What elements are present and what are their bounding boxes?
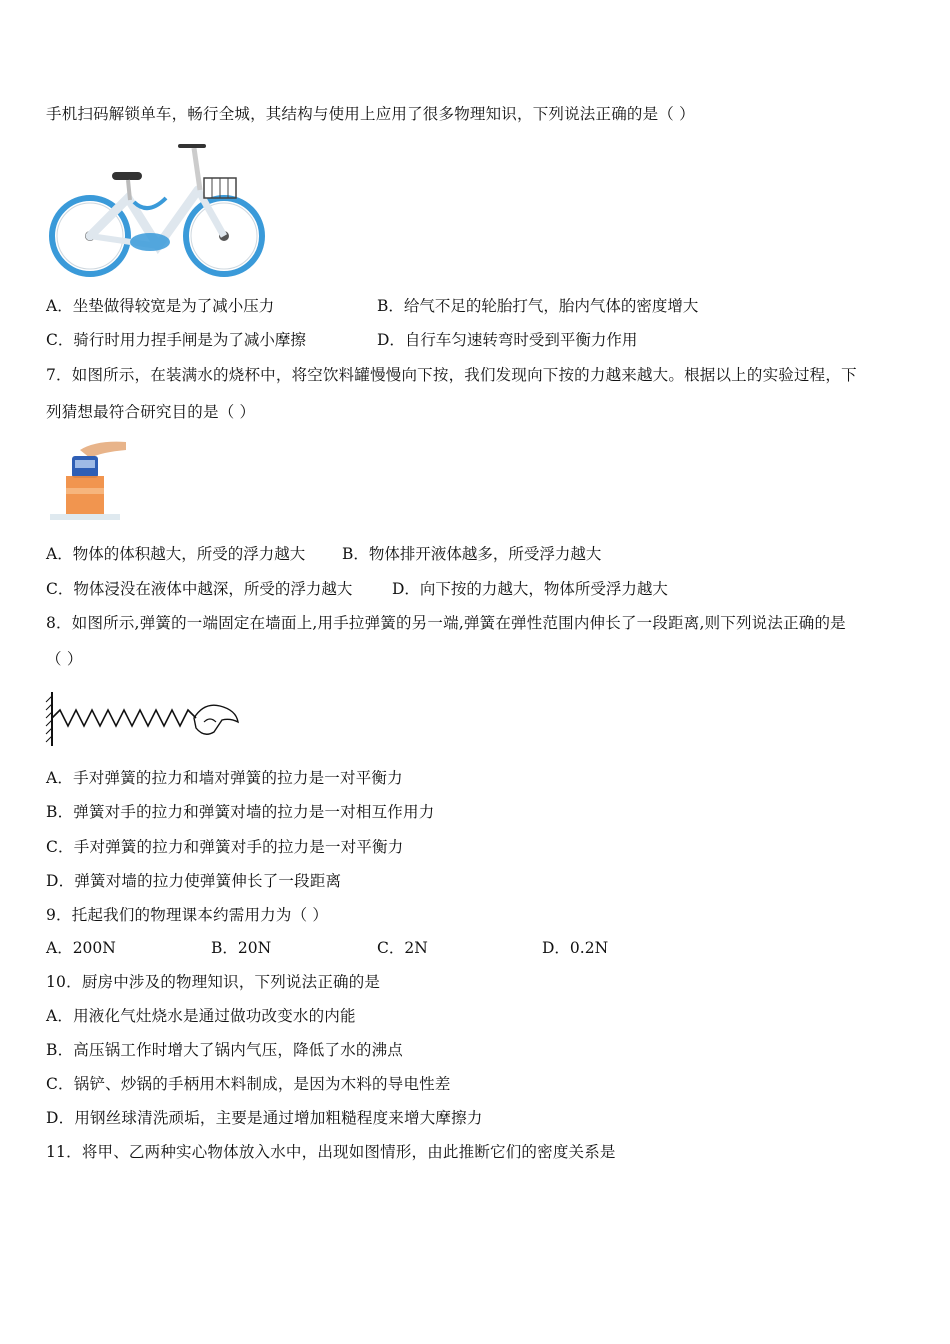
q8-stem-line2: （ ） — [46, 650, 83, 668]
q6-option-b[interactable]: B．给气不足的轮胎打气，胎内气体的密度增大 — [377, 297, 699, 315]
q10-option-b[interactable]: B．高压锅工作时增大了锅内气压，降低了水的沸点 — [46, 1041, 403, 1059]
q10-option-a[interactable]: A．用液化气灶烧水是通过做功改变水的内能 — [46, 1007, 356, 1025]
q7-option-d[interactable]: D．向下按的力越大，物体所受浮力越大 — [392, 580, 668, 598]
q9-option-b[interactable]: B．20N — [211, 939, 272, 957]
q11-stem: 11．将甲、乙两种实心物体放入水中，出现如图情形，由此推断它们的密度关系是 — [46, 1143, 616, 1161]
q7-option-a[interactable]: A．物体的体积越大，所受的浮力越大 — [46, 545, 306, 563]
bicycle-figure — [48, 138, 266, 284]
q7-option-c[interactable]: C．物体浸没在液体中越深，所受的浮力越大 — [46, 580, 353, 598]
q8-stem-line1: 8．如图所示,弹簧的一端固定在墙面上,用手拉弹簧的另一端,弹簧在弹性范围内伸长了一段距离,则下列说法正确的是 — [46, 614, 846, 632]
beaker-can-figure — [46, 436, 130, 522]
spring-figure — [44, 688, 244, 750]
q8-option-a[interactable]: A．手对弹簧的拉力和墙对弹簧的拉力是一对平衡力 — [46, 769, 403, 787]
q6-stem: 手机扫码解锁单车，畅行全城，其结构与使用上应用了很多物理知识，下列说法正确的是（ ） — [46, 105, 695, 123]
q6-option-c[interactable]: C．骑行时用力捏手闸是为了减小摩擦 — [46, 331, 306, 349]
q7-stem-line2: 列猜想最符合研究目的是（ ） — [46, 403, 256, 421]
q9-stem: 9．托起我们的物理课本约需用力为（ ） — [46, 906, 329, 924]
q10-option-c[interactable]: C．锅铲、炒锅的手柄用木料制成，是因为木料的导电性差 — [46, 1075, 451, 1093]
q8-option-b[interactable]: B．弹簧对手的拉力和弹簧对墙的拉力是一对相互作用力 — [46, 803, 435, 821]
q6-option-d[interactable]: D．自行车匀速转弯时受到平衡力作用 — [377, 331, 638, 349]
q9-option-a[interactable]: A．200N — [46, 939, 116, 957]
q8-option-c[interactable]: C．手对弹簧的拉力和弹簧对手的拉力是一对平衡力 — [46, 838, 404, 856]
q7-stem-line1: 7．如图所示，在装满水的烧杯中，将空饮料罐慢慢向下按，我们发现向下按的力越来越大。根据以上的实验过程，下 — [46, 366, 857, 384]
q9-option-c[interactable]: C．2N — [377, 939, 428, 957]
q7-option-b[interactable]: B．物体排开液体越多，所受浮力越大 — [342, 545, 602, 563]
q10-stem: 10．厨房中涉及的物理知识，下列说法正确的是 — [46, 973, 381, 991]
q6-option-a[interactable]: A．坐垫做得较宽是为了减小压力 — [46, 297, 275, 315]
q10-option-d[interactable]: D．用钢丝球清洗顽垢，主要是通过增加粗糙程度来增大摩擦力 — [46, 1109, 483, 1127]
q8-option-d[interactable]: D．弹簧对墙的拉力使弹簧伸长了一段距离 — [46, 872, 342, 890]
q9-option-d[interactable]: D．0.2N — [542, 939, 609, 957]
